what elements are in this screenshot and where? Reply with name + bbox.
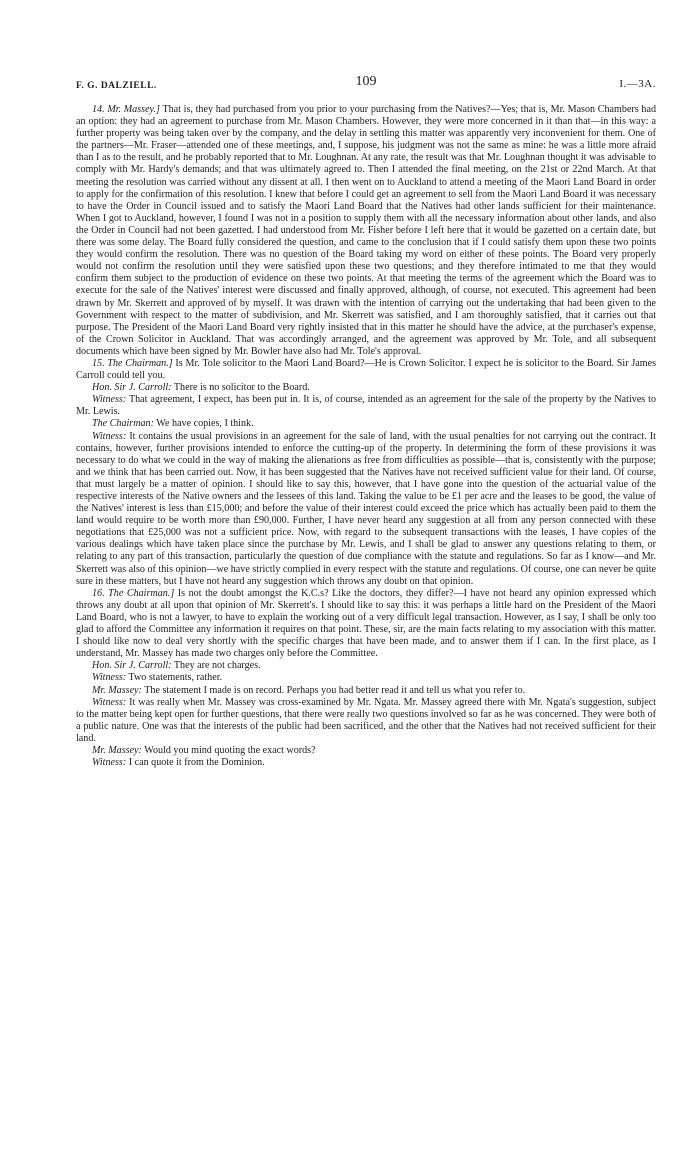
speaker: Witness: — [92, 672, 127, 684]
paragraph: Witness: It contains the usual provisions in an agreement for the sale of land, with the usual penalties for not carrying out the contract. It contains, however, further provisions intended to enforce the cutting-up of the property. In determining the form of these provisions it was necessary to do what we could in the way of making the alienations as free from difficulties as possible—that is, consistently with the purpose; and we think that has been carried out. Now, it has been suggested that the Natives have not received sufficient value for their land. Of course, that must largely be a matter of opinion. I should like to say this, however, that I have gone into the question of the actuarial value of the respective interests of the Native owners and the lessees of this land. Taking the value to be £1 per acre and the leases to be good, the value of the Natives' interest is less than £15,000; and before the value of their interest could exceed the price which has actually been paid to them the land would require to be worth more than £90,000. Further, I have never heard any suggestion at all from any person connected with these negotiations that £25,000 was not a sufficient price. Now, with regard to the subsequent transactions with the leases, I have copies of the various dealings which have taken place since the purchase by Mr. Lewis, and I shall be glad to answer any questions relating to them, or relating to any part of this transaction, particularly the question of due compliance with the statute and regulations. So far as I know—and Mr. Skerrett was also of this opinion—we have strictly complied in every respect with the statute and regulations. Of course, one can never be quite sure in these matters, but I have not heard any suggestion which throws any doubt on that opinion. — [76, 430, 656, 587]
speaker: Witness: — [92, 394, 127, 406]
paragraph: Witness: Two statements, rather. — [92, 672, 223, 684]
page-header — [76, 74, 656, 92]
speaker: Mr. Massey: — [92, 744, 142, 756]
speaker: 15. The Chairman.] — [92, 357, 173, 369]
paragraph: 14. Mr. Massey.] That is, they had purchased from you prior to your purchasing from the Natives?—Yes; that is, Mr. Mason Chambers had an option: they had an agreement to purchase from Mr. Mason Chambers. However, they were more concerned in it than that—in this way: a further property was being taken over by the company, and the delay in settling this matter was apparently very inconvenient for them. One of the partners—Mr. Fraser—attended one of these meetings, and, I suppose, his judgment was not the same as mine: he was a little more afraid than I as to the result, and he probably reported that to Mr. Loughnan. At any rate, the result was that Mr. Loughnan thought it was advisable to comply with Mr. Hardy's demands; and that was ultimately agreed to. Then I attended the final meeting, on the 21st or 22nd March. At that meeting the resolution was carried without any dissent at all. I then went on to Auckland to attend a meeting of the Maori Land Board in order to apply for the confirmation of this resolution. I knew that before I could get an agreement to sell from the Maori Land Board it was necessary to have the Order in Council issued and to satisfy the Maori Land Board that the Natives had other lands sufficient for their maintenance. When I got to Auckland, however, I found I was not in a position to supply them with all the necessary information about other lands, and also the Order in Council had not been gazetted. I had understood from Mr. Fisher before I left here that it would be gazetted on a certain date, but there was some delay. The Board fully considered the question, and came to the conclusion that if I could satisfy them upon these two points they would confirm the resolution. There was no question of the Board taking my word on either of these points. The Board very properly would not confirm the resolution until they were satisfied upon these two questions; and they therefore intimated to me that they would confirm them subject to the production of evidence on these two points. At that meeting the terms of the agreement which the Board was to execute for the sale of the Natives' interest were discussed and finally approved, although, of course, not executed. This agreement had been drawn by Mr. Skerrett and approved of by myself. It was drawn with the intention of carrying out the undertaking that had been given to the Government with respect to the matter of subdivision, and Mr. Skerrett was satisfied, and I am thoroughly satisfied, that it carries out that purpose. The President of the Maori Land Board very rightly insisted that in this matter he should have the advice, at the purchaser's expense, of the Crown Solicitor in Auckland. That was accordingly arranged, and the agreement was approved by Mr. Tole, and all subsequent documents which have been signed by Mr. Bowler have also had Mr. Tole's approval. — [76, 104, 656, 357]
page-number: 109 — [355, 74, 377, 89]
paragraph: Witness: I can quote it from the Dominion. — [92, 757, 265, 769]
speaker: Witness: — [92, 757, 127, 769]
paragraph: Witness: It was really when Mr. Massey was cross-examined by Mr. Ngata. Mr. Massey agreed there with Mr. Ngata's suggestion, subject to the matter being kept open for further questions, that there were really two questions involved so far as he was concerned. They were both of a public nature. One was that the interests of the public had been sacrificed, and the other that the Natives had not received sufficient for their land. — [76, 696, 656, 744]
paragraph: The Chairman: We have copies, I think. — [92, 418, 254, 430]
paragraph: Witness: That agreement, I expect, has been put in. It is, of course, intended as an agreement for the sale of the property by the Natives to Mr. Lewis. — [76, 394, 656, 418]
paragraph: Hon. Sir J. Carroll: They are not charges. — [92, 660, 261, 672]
speaker: Witness: — [92, 696, 127, 708]
speaker: 14. Mr. Massey.] — [92, 104, 160, 115]
paragraph: Hon. Sir J. Carroll: There is no solicitor to the Board. — [92, 382, 310, 394]
speaker: Hon. Sir J. Carroll: — [92, 382, 172, 394]
paragraph: Mr. Massey: Would you mind quoting the exact words? — [92, 744, 316, 756]
speaker: The Chairman: — [92, 418, 154, 430]
paragraph: 16. The Chairman.] Is not the doubt amongst the K.C.s? Like the doctors, they differ?—I have not heard any opinion expressed which throws any doubt at all upon that opinion of Mr. Skerrett's. I should like to say this: it was perhaps a little hard on the President of the Maori Land Board, who is not a lawyer, to have to explain the working out of a very difficult legal transaction. However, as I say, I shall be only too glad to afford the Committee any information it requires on that point. These, sir, are the main facts relating to my association with this matter. I should like now to deal very shortly with the specific charges that have been made, and to answer them if I can. In the first place, as I understand, Mr. Massey has made two charges only before the Committee. — [76, 587, 656, 660]
paragraph: 15. The Chairman.] Is Mr. Tole solicitor to the Maori Land Board?—He is Crown Solicitor. I expect he is solicitor to the Board. Sir James Carroll could tell you. — [76, 357, 656, 382]
header-author: F. G. DALZIELL. — [76, 81, 157, 91]
speaker: 16. The Chairman.] — [92, 587, 175, 599]
speaker: Mr. Massey: — [92, 684, 142, 696]
body-text — [76, 104, 656, 769]
document-page — [76, 74, 656, 769]
speaker: Hon. Sir J. Carroll: — [92, 660, 172, 672]
paragraph: Mr. Massey: The statement I made is on record. Perhaps you had better read it and tell us what you refer to. — [92, 684, 526, 696]
document-reference: I.—3A. — [619, 78, 656, 90]
speaker: Witness: — [92, 430, 127, 442]
